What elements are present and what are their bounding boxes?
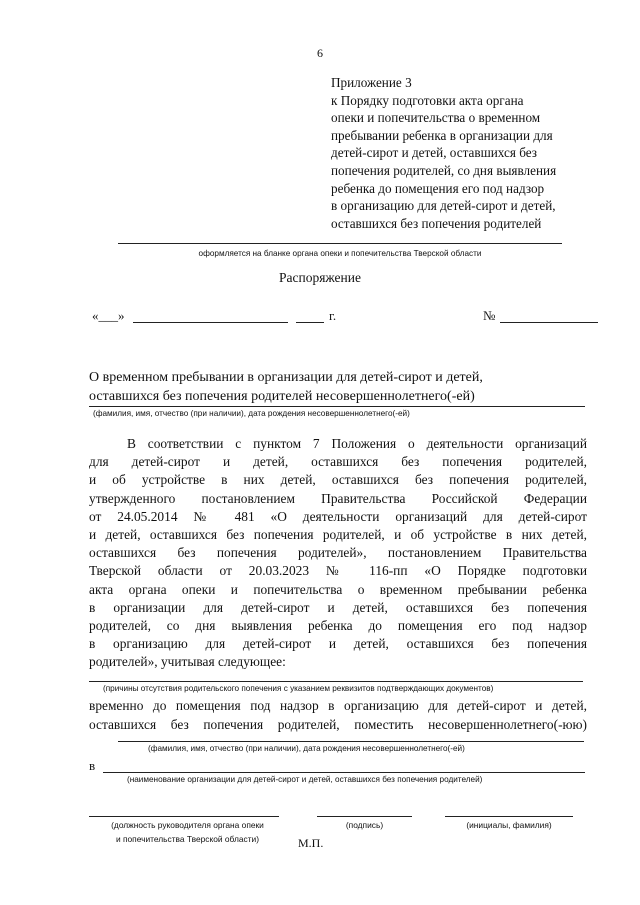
doc-title: Распоряжение: [278, 270, 361, 285]
body-line: от 24.05.2014 № 481 «О деятельности организаций для детей-сирот: [89, 508, 587, 524]
body-line: и детей, оставшихся без попечения родителей, и об устройстве в них детей,: [89, 527, 587, 543]
page-number: 6: [317, 46, 323, 60]
signature-caption: (подпись): [345, 820, 384, 830]
minor-name-caption-2: (фамилия, имя, отчество (при наличии), дата рождения несовершеннолетнего(-ей): [148, 744, 465, 753]
appendix-line: опеки и попечительства о временном: [331, 110, 541, 126]
body-line: Тверской области от 20.03.2023 № 116-пп «О Порядке подготовки: [89, 563, 587, 579]
blank-note: оформляется на бланке органа опеки и попечительства Тверской области: [198, 249, 482, 258]
number-label: №: [483, 308, 496, 323]
appendix-line: ребенка до помещения его под надзор: [331, 180, 545, 196]
number-field[interactable]: [500, 322, 598, 323]
initials-field[interactable]: [445, 816, 573, 817]
body-line: акта органа опеки и попечительства о временном пребывании ребенка: [89, 581, 587, 597]
minor-name-field[interactable]: [89, 406, 585, 407]
body-line: для детей-сирот и детей, оставшихся без попечения родителей,: [89, 454, 587, 470]
subject-line: О временном пребывании в организации для детей-сирот и детей,: [89, 370, 483, 385]
appendix-block: [331, 74, 556, 232]
position-caption-line: (должность руководителя органа опеки: [111, 820, 264, 830]
body-line: оставшихся без попечения родителей», постановлением Правительства: [89, 545, 587, 561]
body-text: [89, 435, 587, 672]
body-line: родителей», учитывая следующее:: [89, 654, 286, 670]
appendix-line: оставшихся без попечения родителей: [331, 215, 542, 231]
date-year-field[interactable]: [296, 322, 324, 323]
body-line: и об устройстве в них детей, оставшихся без попечения родителей,: [89, 472, 587, 488]
body-line: В соответствии с пунктом 7 Положения о деятельности организаций: [127, 436, 587, 451]
organization-caption: (наименование организации для детей-сирот и детей, оставшихся без попечения родителей): [127, 775, 483, 784]
date-open-quote: «___»: [92, 308, 125, 323]
appendix-line: к Порядку подготовки акта органа: [331, 92, 524, 108]
position-field[interactable]: [89, 816, 279, 817]
appendix-line: попечения родителей, со дня выявления: [331, 162, 557, 178]
position-caption: [80, 818, 295, 846]
appendix-line: в организацию для детей-сирот и детей,: [331, 198, 556, 214]
subject: [89, 368, 483, 406]
appendix-line: пребывании ребенка в организации для: [331, 127, 553, 143]
signature-field[interactable]: [317, 816, 412, 817]
placement-line: временно до помещения под надзор в организацию для детей-сирот и детей,: [89, 698, 587, 713]
reasons-field[interactable]: [89, 681, 583, 682]
body-line: в организацию для детей-сирот и детей, оставшихся без попечения: [89, 636, 587, 652]
stamp-place: М.П.: [298, 836, 324, 850]
subject-line: оставшихся без попечения родителей несовершеннолетнего(-ей): [89, 389, 475, 404]
body-line: в организации для детей-сирот и детей, оставшихся без попечения: [89, 599, 587, 615]
position-caption-line: и попечительства Тверской области): [115, 834, 260, 844]
year-suffix: г.: [329, 308, 337, 323]
organization-field[interactable]: [103, 772, 585, 773]
initials-caption: (инициалы, фамилия): [466, 820, 552, 830]
reasons-caption: (причины отсутствия родительского попечения с указанием реквизитов подтверждающих документов): [103, 684, 494, 693]
minor-name-field-2[interactable]: [118, 741, 584, 742]
placement-line: оставшихся без попечения родителей, поместить несовершеннолетнего(-юю): [89, 716, 587, 732]
body-line: утвержденного постановлением Правительства Российской Федерации: [89, 490, 587, 506]
body-line: родителей, со дня выявления ребенка до помещения его под надзор: [89, 618, 587, 634]
appendix-line: детей-сирот и детей, оставшихся без: [331, 145, 537, 161]
placement-text: [89, 697, 587, 734]
blank-rule: [118, 243, 562, 244]
minor-name-caption: (фамилия, имя, отчество (при наличии), дата рождения несовершеннолетнего(-ей): [93, 409, 410, 418]
date-month-field[interactable]: [133, 322, 288, 323]
appendix-line: Приложение 3: [331, 75, 412, 90]
in-label: в: [89, 758, 96, 773]
